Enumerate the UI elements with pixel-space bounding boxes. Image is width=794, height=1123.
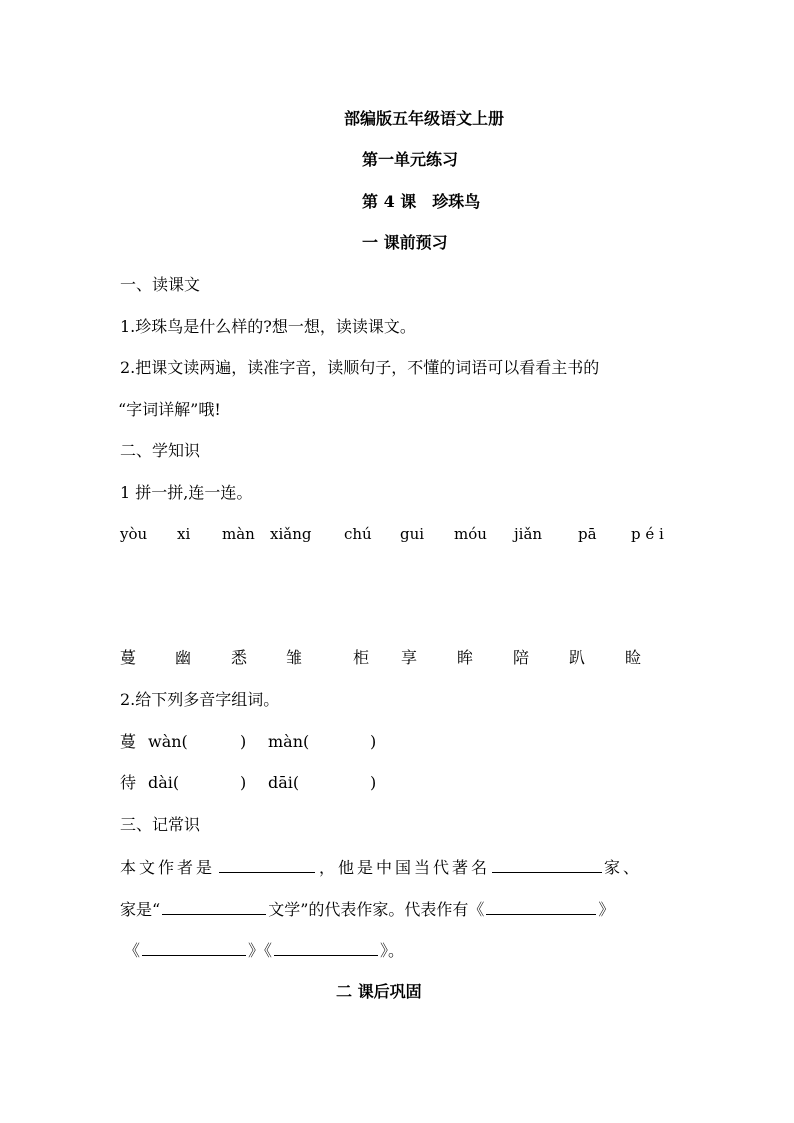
fill-text: 本文作者是: [120, 858, 216, 877]
fill-text: 文学”的代表作家。代表作有《: [268, 900, 485, 919]
answer-blank[interactable]: [274, 940, 378, 956]
fill-text: 家是“: [120, 900, 161, 919]
fill-line-3: [124, 940, 404, 961]
worksheet-title: 部编版五年级语文上册: [344, 109, 505, 128]
part1-question-2-line2: “字词详解”哦!: [118, 400, 221, 419]
pinyin-row: [120, 523, 680, 545]
hanzi-row: [120, 647, 660, 669]
pinyin-item: xiǎng: [270, 525, 312, 543]
fill-text: 《: [124, 941, 141, 960]
part2-title: 二、学知识: [120, 441, 201, 460]
fill-line-2: [120, 899, 614, 920]
part3-title: 三、记常识: [120, 815, 201, 834]
section-heading-preview: 一 课前预习: [362, 233, 448, 252]
pinyin-item: jiǎn: [514, 525, 543, 543]
pinyin-item: pā: [578, 525, 597, 543]
hanzi-item: 陪: [513, 648, 530, 667]
pinyin-item: màn: [222, 525, 255, 543]
hanzi-item: 悉: [231, 648, 248, 667]
reading-2: dāi(: [268, 773, 300, 792]
answer-blank[interactable]: [492, 857, 602, 873]
fill-text: 》《: [248, 941, 273, 960]
answer-blank[interactable]: [486, 899, 596, 915]
part1-question-1: 1.珍珠鸟是什么样的?想一想，读读课文。: [120, 317, 416, 336]
hanzi-item: 幽: [175, 648, 192, 667]
pinyin-item: p é i: [631, 525, 664, 543]
pinyin-item: móu: [454, 525, 487, 543]
polyphone-char: 蔓: [120, 732, 137, 751]
lesson-title: 第 4 课 珍珠鸟: [362, 192, 481, 211]
reading-1: wàn(: [148, 732, 188, 751]
part1-title: 一、读课文: [120, 275, 201, 294]
answer-blank[interactable]: [142, 940, 246, 956]
unit-title: 第一单元练习: [362, 150, 459, 169]
section-heading-review: 二 课后巩固: [336, 982, 422, 1001]
hanzi-item: 柜: [353, 648, 370, 667]
pinyin-item: gui: [400, 525, 425, 543]
reading-2: màn(: [268, 732, 310, 751]
reading-1-close: ): [240, 732, 247, 751]
part1-question-2-line1: 2.把课文读两遍，读准字音，读顺句子，不懂的词语可以看看主书的: [120, 358, 600, 377]
fill-text: 》。: [380, 941, 405, 960]
reading-1: dài(: [148, 773, 180, 792]
reading-2-close: ): [370, 732, 377, 751]
fill-text: 家、: [604, 858, 643, 877]
answer-blank[interactable]: [162, 899, 266, 915]
reading-2-close: ): [370, 773, 377, 792]
reading-1-close: ): [240, 773, 247, 792]
pinyin-item: xi: [177, 525, 191, 543]
answer-blank[interactable]: [219, 857, 315, 873]
fill-line-1: [120, 857, 642, 878]
hanzi-item: 睑: [625, 648, 642, 667]
hanzi-item: 趴: [569, 648, 586, 667]
part2-question-2: 2.给下列多音字组词。: [120, 690, 280, 709]
fill-text: 》: [598, 900, 615, 919]
fill-text: ，他是中国当代著名: [319, 858, 491, 877]
pinyin-item: chú: [344, 525, 372, 543]
hanzi-item: 享: [401, 648, 418, 667]
hanzi-item: 眸: [457, 648, 474, 667]
hanzi-item: 雏: [286, 648, 303, 667]
pinyin-item: yòu: [120, 525, 148, 543]
polyphone-char: 待: [120, 773, 137, 792]
part2-question-1: 1 拼一拼,连一连。: [120, 483, 253, 502]
hanzi-item: 蔓: [120, 648, 137, 667]
